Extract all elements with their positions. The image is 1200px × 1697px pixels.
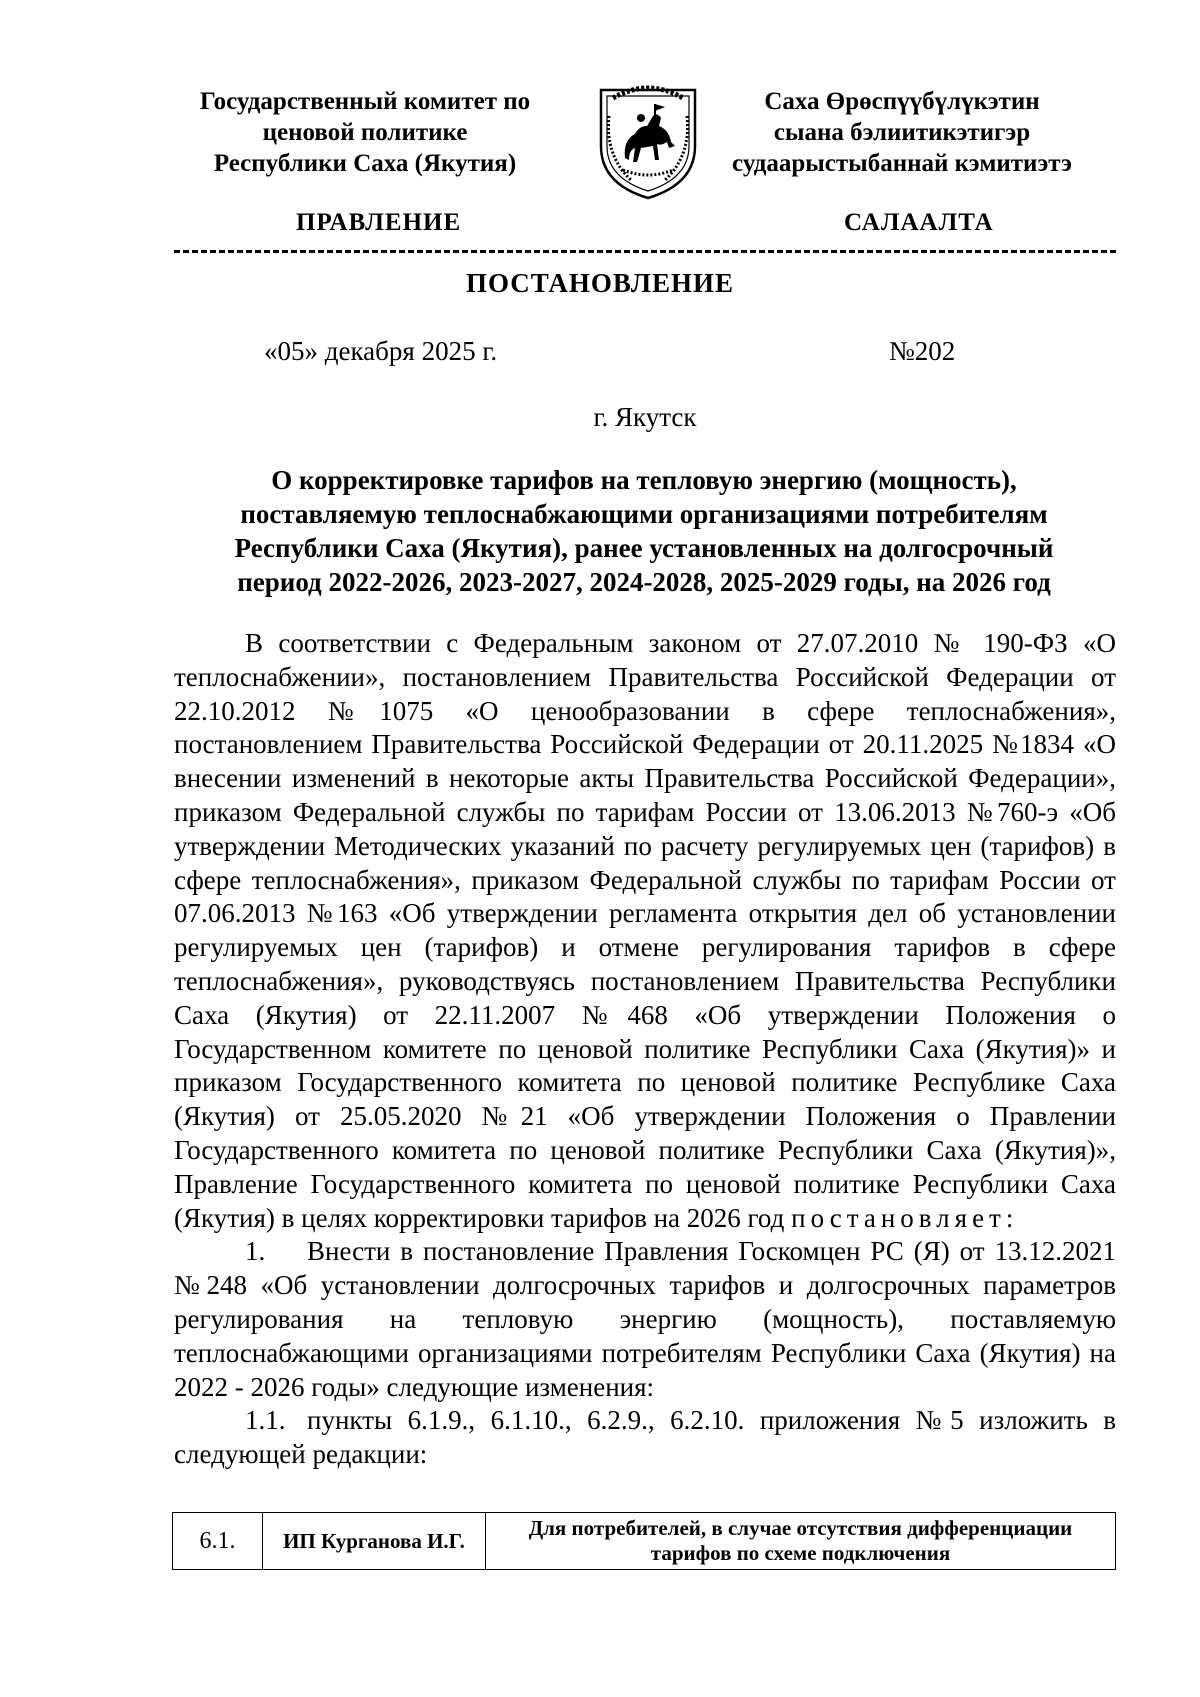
header-sah-line: сыана бэлиитикэтигэр (773, 119, 1031, 146)
resolves-word: постановляет: (791, 1202, 1019, 1233)
document-city: г. Якутск (593, 402, 697, 432)
header-sah-line: Саха Өрөспүүбүлүкэтин (764, 88, 1040, 115)
item-1-1-paragraph (174, 1404, 1116, 1472)
document-subject (172, 463, 1116, 599)
item-1-text: Внести в постановление Правления Госкомцен РС (Я) от 13.12.2021 №248 «Об установлении долгосрочных тарифов и долгосрочных параметров регулирования на тепловую энергию (мощность), поставляемую теплоснабжающими организациями потребителям Республики Саха (Якутия) на 2022 - 2026 годы» следующие изменения: (174, 1236, 1116, 1402)
table-cell-organization: ИП Курганова И.Г. (263, 1513, 486, 1570)
document-body (174, 627, 1116, 1472)
header-org-name-ru (175, 86, 555, 179)
item-1-1-number: 1.1. (245, 1405, 286, 1436)
board-label-sah: САЛААЛТА (844, 209, 994, 236)
document-number: №202 (889, 336, 956, 366)
item-1-1-text: пункты 6.1.9., 6.1.10., 6.2.9., 6.2.10. приложения №5 изложить в следующей редакции: (174, 1405, 1116, 1470)
subject-line: Республики Саха (Якутия), ранее установленных на долгосрочный (234, 533, 1054, 563)
item-1-paragraph (174, 1235, 1116, 1404)
coat-of-arms-emblem-icon (595, 76, 701, 202)
header-ru-line: Государственный комитет по (199, 88, 531, 115)
document-title: ПОСТАНОВЛЕНИЕ (465, 268, 735, 298)
header-sah-line: судаарыстыбаннай кэмитиэтэ (732, 150, 1072, 177)
item-1-number: 1. (245, 1236, 266, 1267)
subject-line: период 2022-2026, 2023-2027, 2024-2028, 2025-2029 годы, на 2026 год (237, 567, 1051, 597)
tariff-table (172, 1512, 1116, 1570)
header-ru-line: Республики Саха (Якутия) (213, 150, 517, 177)
header-divider (174, 250, 1116, 253)
preamble-paragraph (174, 627, 1116, 1235)
table-cell-description: Для потребителей, в случае отсутствия дифференциации тарифов по схеме подключения (486, 1513, 1116, 1570)
header-org-name-sah (712, 86, 1092, 179)
subject-line: поставляемую теплоснабжающими организациями потребителям (240, 499, 1048, 529)
table-row (173, 1513, 1116, 1570)
header-ru-line: ценовой политике (262, 119, 468, 146)
document-date: «05» декабря 2025 г. (264, 336, 498, 366)
preamble-text: В соответствии с Федеральным законом от 27.07.2010 № 190-ФЗ «О теплоснабжении», постановлением Правительства Российской Федерации от 22.10.2012 №1075 «О ценообразовании в сфере теплоснабжения», постановлением Правительства Российской Федерации от 20.11.2025 №1834 «О внесении изменений в некоторые акты Правительства Российской Федерации», приказом Федеральной службы по тарифам России от 13.06.2013 №760-э «Об утверждении Методических указаний по расчету регулируемых цен (тарифов) в сфере теплоснабжения», приказом Федеральной службы по тарифам России от 07.06.2013 №163 «Об утверждении регламента открытия дел об установлении регулируемых цен (тарифов) и отмене регулирования тарифов в сфере теплоснабжения», руководствуясь постановлением Правительства Республики Саха (Якутия) от 22.11.2007 №468 «Об утверждении Положения о Государственном комитете по ценовой политике Республики Саха (Якутия)» и приказом Государственного комитета по ценовой политике Республике Саха (Якутия) от 25.05.2020 №21 «Об утверждении Положения о Правлении Государственного комитета по ценовой политике Республики Саха (Якутия)», Правление Государственного комитета по ценовой политике Республики Саха (Якутия) в целях корректировки тарифов на 2026 год (174, 628, 1116, 1233)
table-cell-number: 6.1. (173, 1513, 263, 1570)
subject-line: О корректировке тарифов на тепловую энергию (мощность), (271, 465, 1017, 495)
board-label-ru: ПРАВЛЕНИЕ (296, 209, 462, 236)
